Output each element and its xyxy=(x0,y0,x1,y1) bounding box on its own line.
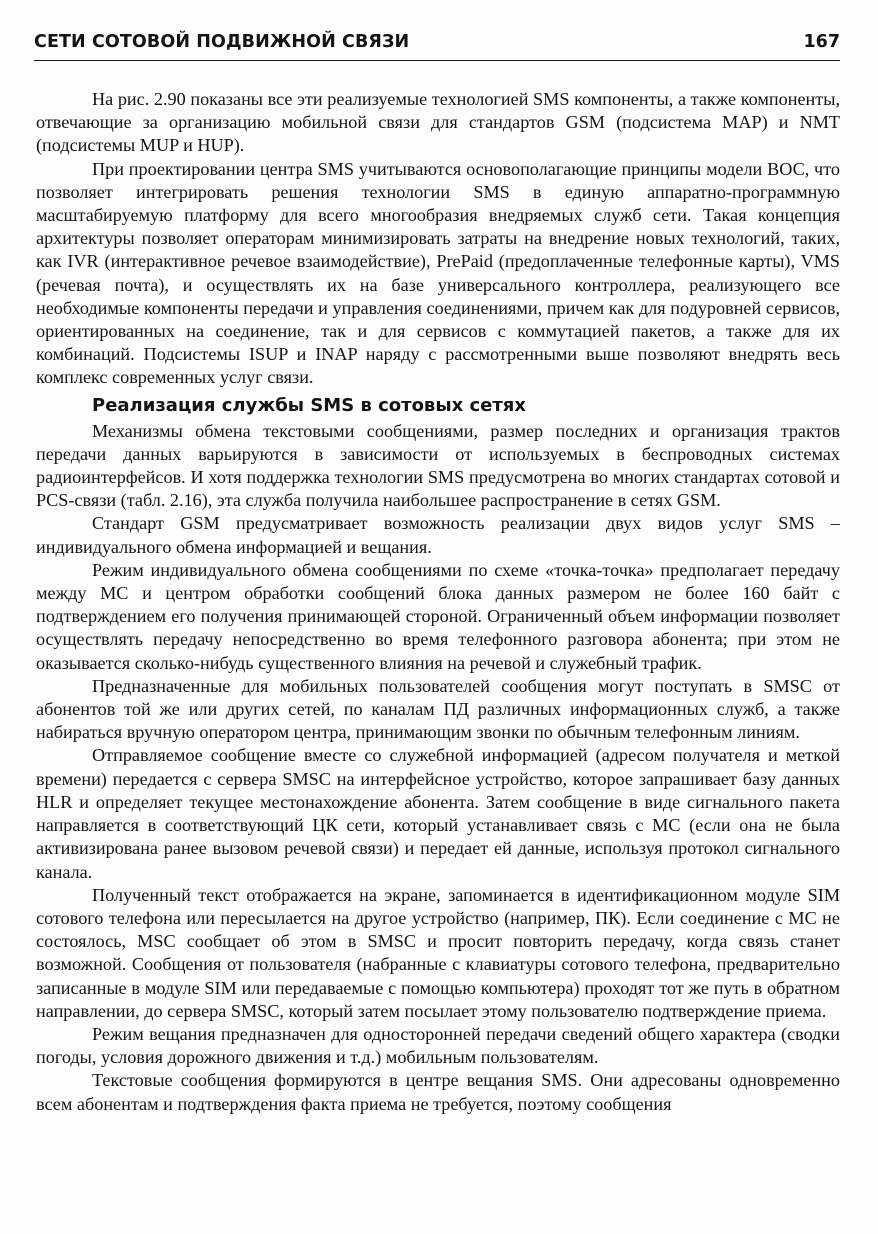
paragraph: Механизмы обмена текстовыми сообщениями, размер последних и организация трактов передачи данных варьируются в зависимости от используемых в беспроводных системах радиоинтерфейсов. И хотя поддержка технологии SMS предусмотрена во многих стандартах сотовой и PCS-связи (табл. 2.16), эта служба получила наибольшее распространение в сетях GSM. xyxy=(36,420,840,511)
body-text xyxy=(36,88,840,1116)
paragraph: Стандарт GSM предусматривает возможность реализации двух видов услуг SMS – индивидуального обмена информацией и вещания. xyxy=(36,513,840,557)
paragraph: Отправляемое сообщение вместе со служебной информацией (адресом получателя и меткой времени) передается с сервера SMSC на интерфейсное устройство, которое запрашивает базу данных HLR и определяет текущее местонахождение абонента. Затем сообщение в виде сигнального пакета направляется в соответствующий ЦК сети, который устанавливает связь с МС (если она не была активизирована ранее вызовом речевой связи) и передает ей данные, используя протокол сигнального канала. xyxy=(36,745,840,882)
paragraph: Полученный текст отображается на экране, запоминается в идентификационном модуле SIM сотового телефона или пересылается на другое устройство (например, ПК). Если соединение с МС не состоялось, MSC сообщает об этом в SMSC и просит повторить передачу, когда связь станет возможной. Сообщения от пользователя (набранные с клавиатуры сотового телефона, предварительно записанные в модуле SIM или передаваемые с помощью компьютера) проходят тот же путь в обратном направлении, до сервера SMSC, который затем посылает этому пользователю подтверждение приема. xyxy=(36,884,840,1021)
paragraph: Текстовые сообщения формируются в центре вещания SMS. Они адресованы одновременно всем абонентам и подтверждения факта приема не требуется, поэтому сообщения xyxy=(36,1070,840,1114)
running-title: СЕТИ СОТОВОЙ ПОДВИЖНОЙ СВЯЗИ xyxy=(34,32,410,52)
paragraph: При проектировании центра SMS учитываются основополагающие принципы модели ВОС, что позволяет интегрировать решения технологии SMS в единую аппаратно-программную масштабируемую платформу для всего многообразия внедряемых служб сети. Такая концепция архитектуры позволяет операторам минимизировать затраты на внедрение новых технологий, таких, как IVR (интерактивное речевое взаимодействие), PrePaid (предоплаченные телефонные карты), VMS (речевая почта), и осуществлять их на базе универсального контроллера, реализующего все необходимые компоненты передачи и управления соединениями, причем как для подуровней сервисов, ориентированных на соединение, так и для сервисов с коммутацией пакетов, а также для их комбинаций. Подсистемы ISUP и INAP наряду с рассмотренными выше позволяют внедрять весь комплекс современных услуг связи. xyxy=(36,158,840,388)
paragraph: На рис. 2.90 показаны все эти реализуемые технологией SMS компоненты, а также компоненты, отвечающие за организацию мобильной связи для стандартов GSM (подсистема MAP) и NMT (подсистемы MUP и HUP). xyxy=(36,89,840,156)
paragraph: Предназначенные для мобильных пользователей сообщения могут поступать в SMSC от абонентов той же или других сетей, по каналам ПД различных информационных служб, а также набираться вручную оператором центра, принимающим звонки по обычным телефонным линиям. xyxy=(36,675,840,743)
paragraph: Режим вещания предназначен для односторонней передачи сведений общего характера (сводки погоды, условия дорожного движения и т.д.) мобильным пользователям. xyxy=(36,1023,840,1068)
running-head xyxy=(34,30,840,61)
section-heading: Реализация службы SMS в сотовых сетях xyxy=(92,394,526,416)
paragraph: Режим индивидуального обмена сообщениями по схеме «точка-точка» предполагает передачу между МС и центром обработки сообщений блока данных размером не более 160 байт с подтверждением его получения принимающей стороной. Ограниченный объем информации позволяет осуществлять передачу непосредственно во время телефонного разговора абонента; при этом не оказывается сколько-нибудь существенного влияния на речевой и служебный трафик. xyxy=(36,559,840,673)
page-number: 167 xyxy=(803,32,840,52)
